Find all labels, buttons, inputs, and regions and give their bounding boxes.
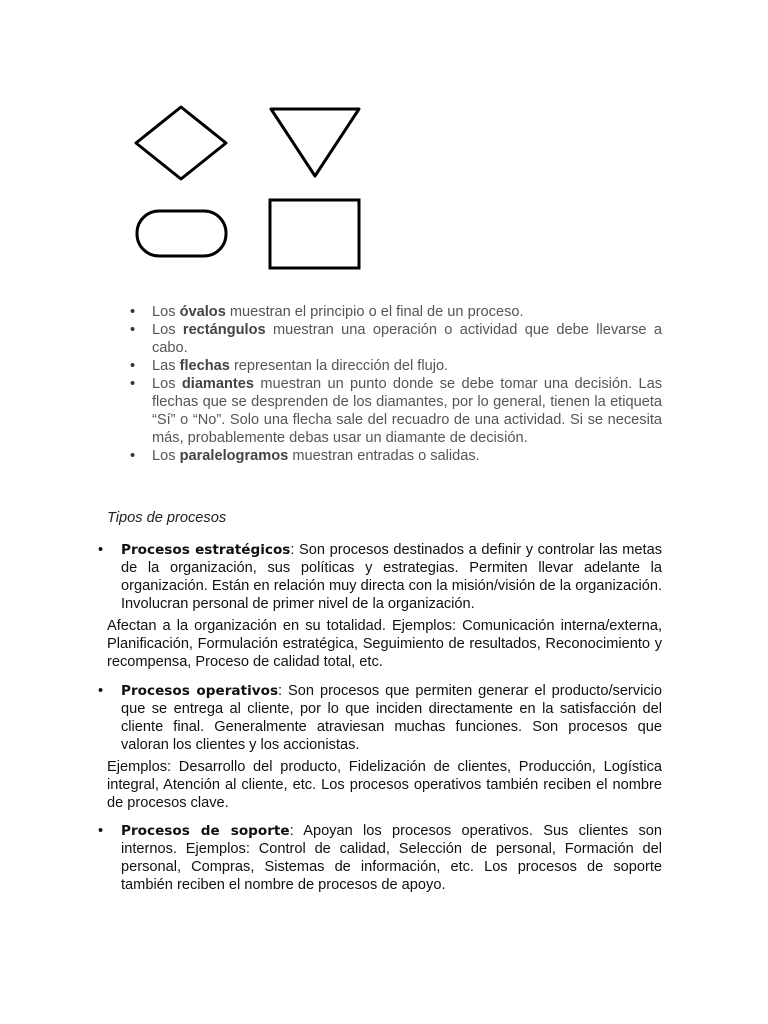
list-item: • Los óvalos muestran el principio o el final de un proceso. xyxy=(130,303,662,321)
flowchart-shapes-figure xyxy=(0,0,768,290)
process-term: Procesos operativos xyxy=(121,683,279,699)
triangle-shape xyxy=(271,109,359,176)
list-item: • Los paralelogramos muestran entradas o salidas. xyxy=(130,447,662,465)
process-description: • Procesos de soporte: Apoyan los procesos operativos. Sus clientes son internos. Ejemplos: Control de calidad, Selección de personal, Formación del personal, Compras, Sistemas de información, etc. Los procesos de soporte también reciben el nombre de procesos de apoyo. xyxy=(121,822,662,894)
process-term: Procesos de soporte xyxy=(121,823,290,839)
diamond-shape xyxy=(136,107,226,179)
section-title: Tipos de procesos xyxy=(107,510,227,526)
oval-shape xyxy=(137,211,226,256)
shape-meaning-list xyxy=(130,303,662,465)
list-item: • Las flechas representan la dirección del flujo. xyxy=(130,357,662,375)
process-description: • Procesos operativos: Son procesos que permiten generar el producto/servicio que se entrega al cliente, por lo que inciden directamente en la satisfacción del cliente final. Generalmente atraviesan muchas funciones. Son procesos que valoran los clientes y los accionistas. xyxy=(121,682,662,754)
list-item: • Los diamantes muestran un punto donde se debe tomar una decisión. Las flechas que se desprenden de los diamantes, por lo general, tienen la etiqueta “Sí” o “No”. Solo una flecha sale del recuadro de una actividad. Si se necesita más, probablemente debas usar un diamante de decisión. xyxy=(130,375,662,447)
process-block-support xyxy=(0,822,768,894)
process-block-operative xyxy=(0,682,768,812)
process-examples: Ejemplos: Desarrollo del producto, Fidelización de clientes, Producción, Logística integral, Atención al cliente, etc. Los procesos operativos también reciben el nombre de procesos clave. xyxy=(107,759,662,811)
process-term: Procesos estratégicos xyxy=(121,542,291,558)
process-examples: Afectan a la organización en su totalidad. Ejemplos: Comunicación interna/externa, Planificación, Formulación estratégica, Seguimiento de resultados, Reconocimiento y recompensa, Proceso de calidad total, etc. xyxy=(107,618,662,670)
list-item: • Los rectángulos muestran una operación o actividad que debe llevarse a cabo. xyxy=(130,321,662,357)
rectangle-shape xyxy=(270,200,359,268)
process-block-strategic xyxy=(0,541,768,671)
process-description: • Procesos estratégicos: Son procesos destinados a definir y controlar las metas de la organización, sus políticas y estrategias. Permiten llevar adelante la organización. Están en relación muy directa con la misión/visión de la organización. Involucran personal de primer nivel de la organización. xyxy=(121,541,662,613)
